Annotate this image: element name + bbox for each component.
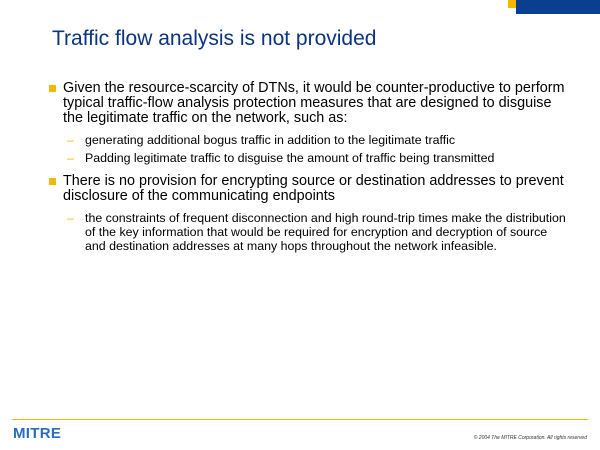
sub-bullet-text: generating additional bogus traffic in addition to the legitimate traffic: [85, 133, 456, 147]
bullet-text: There is no provision for encrypting source or destination addresses to prevent disclosure of the communicating endpoints: [63, 173, 564, 204]
bullet-item: [47, 81, 567, 126]
sub-bullet-item: [67, 133, 567, 147]
mitre-logo: MITRE: [13, 425, 62, 442]
corner-accent-square: [508, 0, 516, 8]
sub-bullet-item: [67, 151, 567, 165]
sub-bullet-text: Padding legitimate traffic to disguise the amount of traffic being transmitted: [85, 151, 495, 165]
sub-bullet-text: the constraints of frequent disconnection and high round-trip times make the distribution of the key information that would be required for encryption and decryption of source and destination addresses at many hops throughout the network infeasible.: [85, 211, 566, 253]
dash-icon: –: [67, 133, 74, 147]
sub-bullet-item: [67, 211, 567, 253]
bullet-square-icon: [49, 85, 56, 92]
slide-title: Traffic flow analysis is not provided: [52, 27, 377, 50]
sub-bullet-list: [67, 133, 567, 165]
bullet-text: Given the resource-scarcity of DTNs, it would be counter-productive to perform typical traffic-flow analysis protection measures that are designed to disguise the legitimate traffic on the network, such as:: [63, 80, 565, 126]
slide-content: [47, 81, 567, 257]
sub-bullet-list: [67, 211, 567, 253]
corner-brand-bar: [516, 0, 600, 14]
copyright-notice: © 2004 The MITRE Corporation. All rights reserved: [473, 435, 587, 441]
dash-icon: –: [67, 151, 74, 165]
bullet-item: [47, 174, 567, 204]
footer-divider: [12, 419, 588, 420]
dash-icon: –: [67, 211, 74, 225]
bullet-square-icon: [49, 178, 56, 185]
